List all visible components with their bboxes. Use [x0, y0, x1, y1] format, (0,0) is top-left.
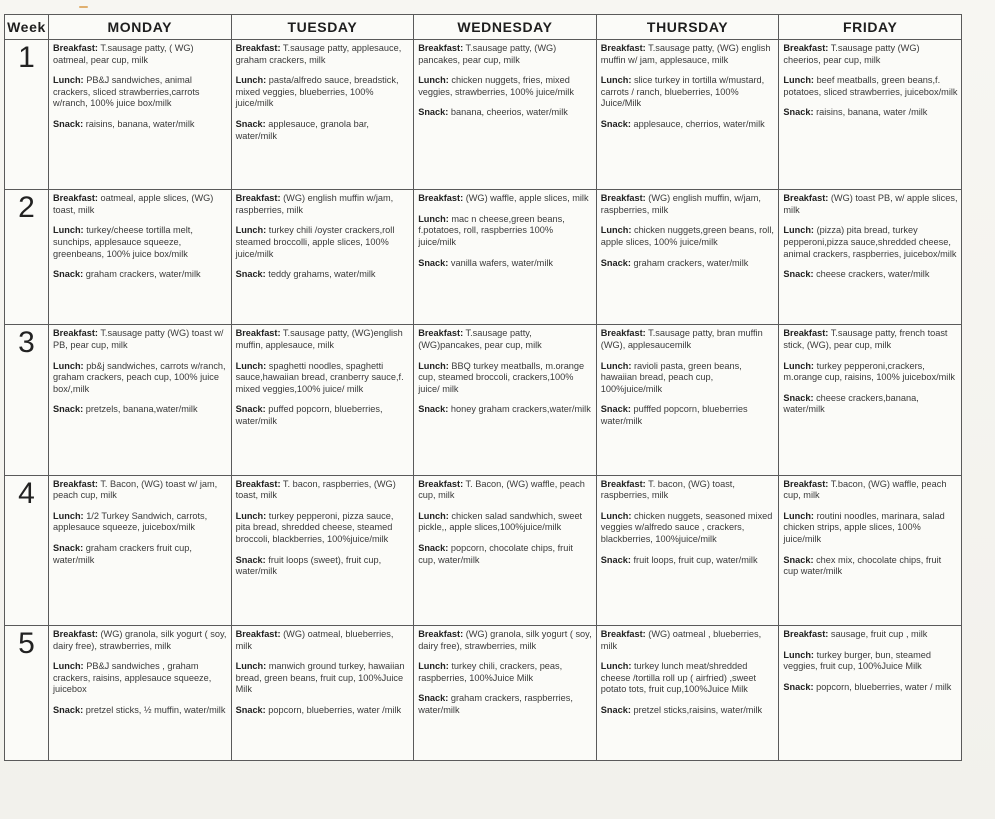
breakfast-text: (WG) oatmeal , blueberries, milk [600, 628, 762, 651]
breakfast-label: Breakfast: [235, 478, 281, 489]
lunch-text: ravioli pasta, green beans, hawaiian bread, peach cup, 100%juice/milk [600, 360, 742, 394]
snack-entry [236, 555, 411, 578]
week-row [5, 325, 962, 475]
week-number: 5 [5, 625, 49, 760]
snack-label: Snack: [53, 704, 84, 715]
lunch-text: mac n cheese,green beans, f.potatoes, roll, raspberries 100% juice/milk [418, 213, 565, 248]
header-row [5, 15, 962, 40]
menu-cell-monday [49, 475, 232, 625]
snack-entry [53, 404, 228, 416]
menu-cell-wednesday [414, 190, 597, 325]
menu-cell-wednesday [414, 625, 597, 760]
breakfast-label: Breakfast: [783, 328, 829, 339]
breakfast-text: T.sausage patty, bran muffin (WG), applesaucemilk [600, 328, 763, 350]
breakfast-text: T.sausage patty, (WG) english muffin w/ jam, applesauce, milk [600, 43, 771, 65]
breakfast-entry [601, 43, 776, 66]
breakfast-label: Breakfast: [53, 43, 98, 53]
lunch-label: Lunch: [53, 360, 84, 371]
lunch-text: turkey chili, crackers, peas, raspberries, 100%Juice Milk [418, 661, 563, 683]
snack-entry [53, 705, 228, 717]
lunch-text: spaghetti noodles, spaghetti sauce,hawaiian bread, cranberry sauce,f. mixed veggies,100% juice/ milk [235, 360, 404, 394]
breakfast-label: Breakfast: [418, 478, 464, 489]
lunch-text: chicken nuggets,green beans, roll, apple slices, 100% juice/milk [600, 225, 774, 248]
breakfast-text: T.sausage patty, french toast stick, (WG), pear cup, milk [783, 328, 948, 350]
breakfast-text: T.sausage patty (WG) cheerios, pear cup, milk [783, 43, 920, 65]
lunch-label: Lunch: [418, 661, 449, 672]
menu-cell-tuesday [231, 325, 414, 475]
day-header-monday: MONDAY [49, 15, 232, 40]
snack-label: Snack: [53, 543, 84, 553]
lunch-entry [418, 511, 593, 534]
lunch-entry [601, 75, 776, 110]
lunch-text: PB&J sandwiches , graham crackers, raisins, applesauce squeeze, juicebox [53, 661, 212, 695]
snack-text: popcorn, blueberries, water / milk [816, 681, 952, 692]
breakfast-text: T. Bacon, (WG) waffle, peach cup, milk [418, 478, 585, 501]
lunch-entry [418, 75, 593, 98]
snack-text: fruit loops (sweet), fruit cup, water/milk [235, 554, 382, 577]
menu-cell-monday [49, 190, 232, 325]
breakfast-label: Breakfast: [600, 478, 646, 489]
snack-text: teddy grahams, water/milk [268, 269, 376, 280]
menu-body [5, 40, 962, 761]
day-header-wednesday: WEDNESDAY [414, 15, 597, 40]
week-row [5, 625, 962, 760]
breakfast-text: (WG) oatmeal, blueberries, milk [235, 628, 394, 651]
snack-label: Snack: [418, 107, 449, 118]
menu-cell-wednesday [414, 475, 597, 625]
breakfast-entry [53, 629, 228, 652]
snack-label: Snack: [600, 404, 631, 415]
lunch-label: Lunch: [53, 75, 84, 86]
lunch-text: pasta/alfredo sauce, breadstick, mixed veggies, blueberries, 100% juice/milk [235, 75, 399, 109]
breakfast-text: (WG) toast PB, w/ apple slices, milk [783, 193, 958, 215]
lunch-label: Lunch: [600, 510, 632, 521]
day-header-friday: FRIDAY [779, 15, 962, 40]
breakfast-label: Breakfast: [235, 628, 281, 639]
week-number: 3 [5, 325, 49, 475]
breakfast-label: Breakfast: [418, 628, 464, 639]
snack-entry [783, 269, 958, 281]
menu-cell-friday [779, 625, 962, 760]
breakfast-label: Breakfast: [600, 43, 646, 53]
snack-label: Snack: [600, 704, 631, 715]
breakfast-entry [418, 629, 593, 652]
snack-entry [236, 119, 411, 142]
snack-entry [53, 119, 228, 131]
snack-text: graham crackers fruit cup, water/milk [53, 543, 192, 565]
lunch-label: Lunch: [783, 75, 814, 86]
lunch-text: turkey/cheese tortilla melt, sunchips, applesauce squeeze, greenbeans, 100% juice box/milk [53, 225, 193, 259]
snack-entry [601, 404, 776, 427]
breakfast-entry [783, 328, 958, 351]
menu-cell-tuesday [231, 475, 414, 625]
breakfast-label: Breakfast: [53, 628, 98, 639]
snack-label: Snack: [783, 554, 814, 565]
week-row [5, 190, 962, 325]
breakfast-entry [53, 479, 228, 502]
breakfast-text: T.bacon, (WG) waffle, peach cup, milk [783, 478, 947, 501]
menu-cell-thursday [596, 325, 779, 475]
snack-text: graham crackers, water/milk [633, 257, 749, 268]
lunch-label: Lunch: [783, 360, 814, 371]
snack-label: Snack: [783, 392, 814, 403]
snack-text: puffed popcorn, blueberries, water/milk [235, 404, 383, 426]
lunch-entry [783, 225, 958, 260]
lunch-label: Lunch: [600, 661, 632, 672]
snack-label: Snack: [783, 681, 814, 692]
lunch-entry [418, 361, 593, 396]
week-number: 4 [5, 475, 49, 625]
snack-label: Snack: [235, 704, 266, 715]
snack-entry [418, 543, 593, 566]
breakfast-entry [418, 43, 593, 66]
breakfast-text: (WG) english muffin, w/jam, raspberries, milk [600, 193, 761, 215]
breakfast-text: (WG) granola, silk yogurt ( soy, dairy free), strawberries, milk [53, 628, 227, 651]
lunch-label: Lunch: [235, 661, 267, 672]
lunch-entry [236, 361, 411, 396]
lunch-label: Lunch: [235, 510, 267, 521]
lunch-label: Lunch: [53, 510, 84, 521]
lunch-text: turkey burger, bun, steamed veggies, fruit cup, 100%Juice Milk [783, 649, 931, 672]
lunch-entry [783, 511, 958, 546]
snack-label: Snack: [783, 107, 814, 118]
menu-cell-friday [779, 475, 962, 625]
breakfast-text: T.sausage patty, (WG)pancakes, pear cup, milk [418, 328, 542, 350]
snack-text: cheese crackers,banana, water/milk [783, 392, 919, 415]
snack-text: graham crackers, raspberries, water/milk [418, 693, 573, 715]
menu-cell-wednesday [414, 40, 597, 190]
breakfast-label: Breakfast: [418, 328, 464, 339]
day-header-thursday: THURSDAY [596, 15, 779, 40]
snack-label: Snack: [235, 554, 266, 565]
menu-cell-wednesday [414, 325, 597, 475]
snack-entry [418, 258, 593, 270]
breakfast-entry [236, 629, 411, 652]
lunch-label: Lunch: [783, 649, 814, 660]
lunch-label: Lunch: [600, 360, 632, 371]
breakfast-label: Breakfast: [53, 193, 98, 204]
lunch-text: turkey lunch meat/shredded cheese /tortilla roll up ( airfried) ,sweet potato tots, fruit cup,100%Juice Milk [600, 661, 757, 695]
breakfast-label: Breakfast: [53, 478, 98, 489]
lunch-entry [53, 661, 228, 696]
lunch-entry [418, 661, 593, 684]
snack-label: Snack: [600, 554, 631, 565]
lunch-label: Lunch: [418, 510, 449, 521]
menu-cell-tuesday [231, 625, 414, 760]
snack-entry [601, 119, 776, 131]
snack-text: graham crackers, water/milk [85, 269, 201, 280]
lunch-label: Lunch: [418, 360, 449, 371]
lunch-label: Lunch: [600, 225, 632, 236]
snack-label: Snack: [418, 404, 449, 415]
breakfast-label: Breakfast: [600, 328, 646, 339]
week-number: 1 [5, 40, 49, 190]
menu-cell-friday [779, 190, 962, 325]
menu-cell-thursday [596, 190, 779, 325]
breakfast-entry [783, 193, 958, 216]
snack-text: fruit loops, fruit cup, water/milk [633, 554, 758, 565]
lunch-entry [53, 511, 228, 534]
breakfast-entry [601, 328, 776, 351]
menu-cell-tuesday [231, 190, 414, 325]
snack-text: applesauce, cherrios, water/milk [633, 118, 765, 129]
menu-cell-friday [779, 40, 962, 190]
snack-label: Snack: [53, 404, 84, 415]
snack-label: Snack: [783, 269, 814, 280]
lunch-text: slice turkey in tortilla w/mustard, carrots / ranch, blueberries, 100% Juice/Milk [600, 75, 765, 109]
lunch-entry [236, 75, 411, 110]
breakfast-label: Breakfast: [53, 328, 98, 339]
breakfast-entry [236, 479, 411, 502]
breakfast-entry [601, 193, 776, 216]
lunch-text: manwich ground turkey, hawaiian bread, green beans, fruit cup, 100%Juice Milk [235, 661, 405, 695]
snack-label: Snack: [600, 118, 631, 129]
breakfast-text: T. Bacon, (WG) toast w/ jam, peach cup, milk [53, 478, 218, 501]
snack-label: Snack: [600, 257, 631, 268]
week-row [5, 40, 962, 190]
lunch-text: chicken salad sandwhich, sweet pickle,, apple slices,100%juice/milk [418, 510, 583, 533]
snack-text: raisins, banana, water /milk [816, 107, 928, 118]
breakfast-label: Breakfast: [235, 193, 281, 204]
breakfast-entry [53, 328, 228, 351]
lunch-text: beef meatballs, green beans,f. potatoes, sliced strawberries, juicebox/milk [783, 75, 958, 97]
lunch-text: chicken nuggets, fries, mixed veggies, strawberries, 100% juice/milk [418, 75, 574, 97]
breakfast-label: Breakfast: [600, 628, 646, 639]
breakfast-text: (WG) granola, silk yogurt ( soy, dairy free), strawberries, milk [418, 628, 592, 651]
breakfast-label: Breakfast: [235, 328, 281, 339]
menu-table [4, 14, 962, 761]
breakfast-label: Breakfast: [600, 193, 646, 204]
breakfast-entry [783, 43, 958, 66]
snack-text: pretzels, banana,water/milk [85, 404, 198, 415]
snack-label: Snack: [235, 118, 266, 129]
snack-entry [236, 269, 411, 281]
snack-label: Snack: [235, 269, 266, 280]
lunch-label: Lunch: [53, 661, 84, 672]
breakfast-entry [601, 479, 776, 502]
lunch-text: routini noodles, marinara, salad chicken strips, apple slices, 100% juice/milk [783, 510, 945, 544]
breakfast-entry [418, 328, 593, 351]
snack-label: Snack: [418, 543, 449, 553]
lunch-text: turkey pepperoni, pizza sauce, pita bread, shredded cheese, steamed broccoli, blackberries, 100%juice/milk [235, 510, 394, 544]
breakfast-text: T.sausage patty, (WG) pancakes, pear cup, milk [418, 43, 557, 65]
breakfast-label: Breakfast: [783, 43, 829, 53]
snack-entry [418, 693, 593, 716]
lunch-text: turkey chili /oyster crackers,roll steamed broccolli, apple slices, 100% juice/milk [235, 225, 395, 259]
lunch-text: 1/2 Turkey Sandwich, carrots, applesauce squeeze, juicebox/milk [53, 510, 208, 533]
lunch-entry [236, 225, 411, 260]
snack-label: Snack: [53, 118, 84, 129]
week-header: Week [5, 15, 49, 40]
lunch-label: Lunch: [235, 360, 267, 371]
lunch-label: Lunch: [783, 510, 814, 521]
snack-entry [53, 269, 228, 281]
breakfast-text: T.sausage patty, (WG)english muffin, applesauce, milk [235, 328, 403, 350]
breakfast-text: T. bacon, raspberries, (WG) toast, milk [235, 478, 396, 501]
snack-text: pufffed popcorn, blueberries water/milk [600, 404, 748, 426]
lunch-text: pb&j sandwiches, carrots w/ranch, graham crackers, peach cup, 100% juice box/,milk [53, 360, 226, 394]
breakfast-entry [236, 43, 411, 66]
lunch-entry [236, 661, 411, 696]
week-row [5, 475, 962, 625]
snack-label: Snack: [418, 257, 449, 268]
menu-cell-monday [49, 625, 232, 760]
lunch-text: PB&J sandwiches, animal crackers, sliced strawberries,carrots w/ranch, 100% juice box/milk [53, 75, 200, 109]
lunch-text: chicken nuggets, seasoned mixed veggies w/alfredo sauce , crackers, blackberries, 100%juice/milk [600, 510, 773, 544]
snack-entry [601, 258, 776, 270]
breakfast-text: sausage, fruit cup , milk [830, 628, 928, 639]
snack-text: chex mix, chocolate chips, fruit cup water/milk [783, 554, 942, 577]
lunch-label: Lunch: [235, 75, 267, 86]
breakfast-text: (WG) english muffin w/jam, raspberries, milk [235, 193, 394, 215]
menu-cell-monday [49, 325, 232, 475]
breakfast-text: T.sausage patty (WG) toast w/ PB, pear cup, milk [53, 328, 224, 350]
breakfast-entry [236, 328, 411, 351]
breakfast-label: Breakfast: [783, 478, 829, 489]
menu-cell-thursday [596, 40, 779, 190]
breakfast-text: T.sausage patty, ( WG) oatmeal, pear cup, milk [53, 43, 194, 65]
snack-text: popcorn, blueberries, water /milk [268, 704, 402, 715]
breakfast-label: Breakfast: [783, 193, 829, 204]
breakfast-entry [53, 193, 228, 216]
lunch-entry [783, 361, 958, 384]
breakfast-entry [53, 43, 228, 66]
lunch-entry [236, 511, 411, 546]
lunch-entry [783, 75, 958, 98]
lunch-label: Lunch: [600, 75, 632, 86]
lunch-label: Lunch: [53, 225, 84, 236]
lunch-entry [53, 75, 228, 110]
menu-cell-tuesday [231, 40, 414, 190]
lunch-label: Lunch: [235, 225, 267, 236]
week-number: 2 [5, 190, 49, 325]
lunch-text: BBQ turkey meatballs, m.orange cup, steamed broccoli, crackers,100% juice/ milk [418, 360, 585, 394]
lunch-label: Lunch: [418, 75, 449, 86]
breakfast-entry [236, 193, 411, 216]
snack-label: Snack: [418, 693, 449, 704]
lunch-label: Lunch: [418, 213, 449, 224]
snack-entry [783, 107, 958, 119]
breakfast-entry [783, 479, 958, 502]
lunch-entry [601, 511, 776, 546]
snack-text: cheese crackers, water/milk [816, 269, 930, 280]
lunch-entry [53, 361, 228, 396]
snack-text: pretzel sticks,raisins, water/milk [633, 704, 763, 715]
snack-entry [783, 682, 958, 694]
day-header-tuesday: TUESDAY [231, 15, 414, 40]
snack-text: banana, cheerios, water/milk [450, 107, 568, 118]
snack-entry [236, 705, 411, 717]
lunch-entry [601, 661, 776, 696]
lunch-text: (pizza) pita bread, turkey pepperoni,pizza sauce,shredded cheese, animal crackers, raspberries, juicebox/milk [783, 225, 957, 259]
snack-text: pretzel sticks, ½ muffin, water/milk [85, 704, 226, 715]
lunch-entry [601, 225, 776, 248]
breakfast-text: oatmeal, apple slices, (WG) toast, milk [53, 193, 214, 215]
breakfast-label: Breakfast: [783, 628, 829, 639]
lunch-text: turkey pepperoni,crackers, m.orange cup, raisins, 100% juicebox/milk [783, 360, 955, 383]
breakfast-label: Breakfast: [235, 43, 281, 53]
lunch-entry [601, 361, 776, 396]
menu-cell-thursday [596, 475, 779, 625]
snack-entry [236, 404, 411, 427]
breakfast-label: Breakfast: [418, 43, 464, 53]
snack-text: vanilla wafers, water/milk [450, 257, 554, 268]
snack-entry [783, 555, 958, 578]
snack-entry [783, 393, 958, 416]
menu-cell-monday [49, 40, 232, 190]
snack-text: popcorn, chocolate chips, fruit cup, water/milk [418, 543, 573, 565]
breakfast-entry [418, 479, 593, 502]
menu-cell-friday [779, 325, 962, 475]
lunch-entry [53, 225, 228, 260]
snack-label: Snack: [235, 404, 266, 415]
breakfast-label: Breakfast: [418, 193, 464, 204]
snack-text: honey graham crackers,water/milk [450, 404, 591, 415]
snack-text: applesauce, granola bar, water/milk [235, 118, 369, 141]
snack-entry [601, 705, 776, 717]
menu-cell-thursday [596, 625, 779, 760]
lunch-label: Lunch: [783, 225, 814, 236]
snack-entry [601, 555, 776, 567]
snack-entry [418, 404, 593, 416]
breakfast-entry [601, 629, 776, 652]
breakfast-entry [418, 193, 593, 205]
breakfast-text: (WG) waffle, apple slices, milk [465, 193, 589, 204]
snack-label: Snack: [53, 269, 84, 280]
snack-entry [418, 107, 593, 119]
scan-mark [79, 6, 88, 8]
breakfast-text: T.sausage patty, applesauce, graham crackers, milk [235, 43, 402, 65]
snack-entry [53, 543, 228, 566]
breakfast-entry [783, 629, 958, 641]
breakfast-text: T. bacon, (WG) toast, raspberries, milk [600, 478, 735, 501]
lunch-entry [783, 650, 958, 673]
snack-text: raisins, banana, water/milk [85, 118, 195, 129]
lunch-entry [418, 214, 593, 249]
